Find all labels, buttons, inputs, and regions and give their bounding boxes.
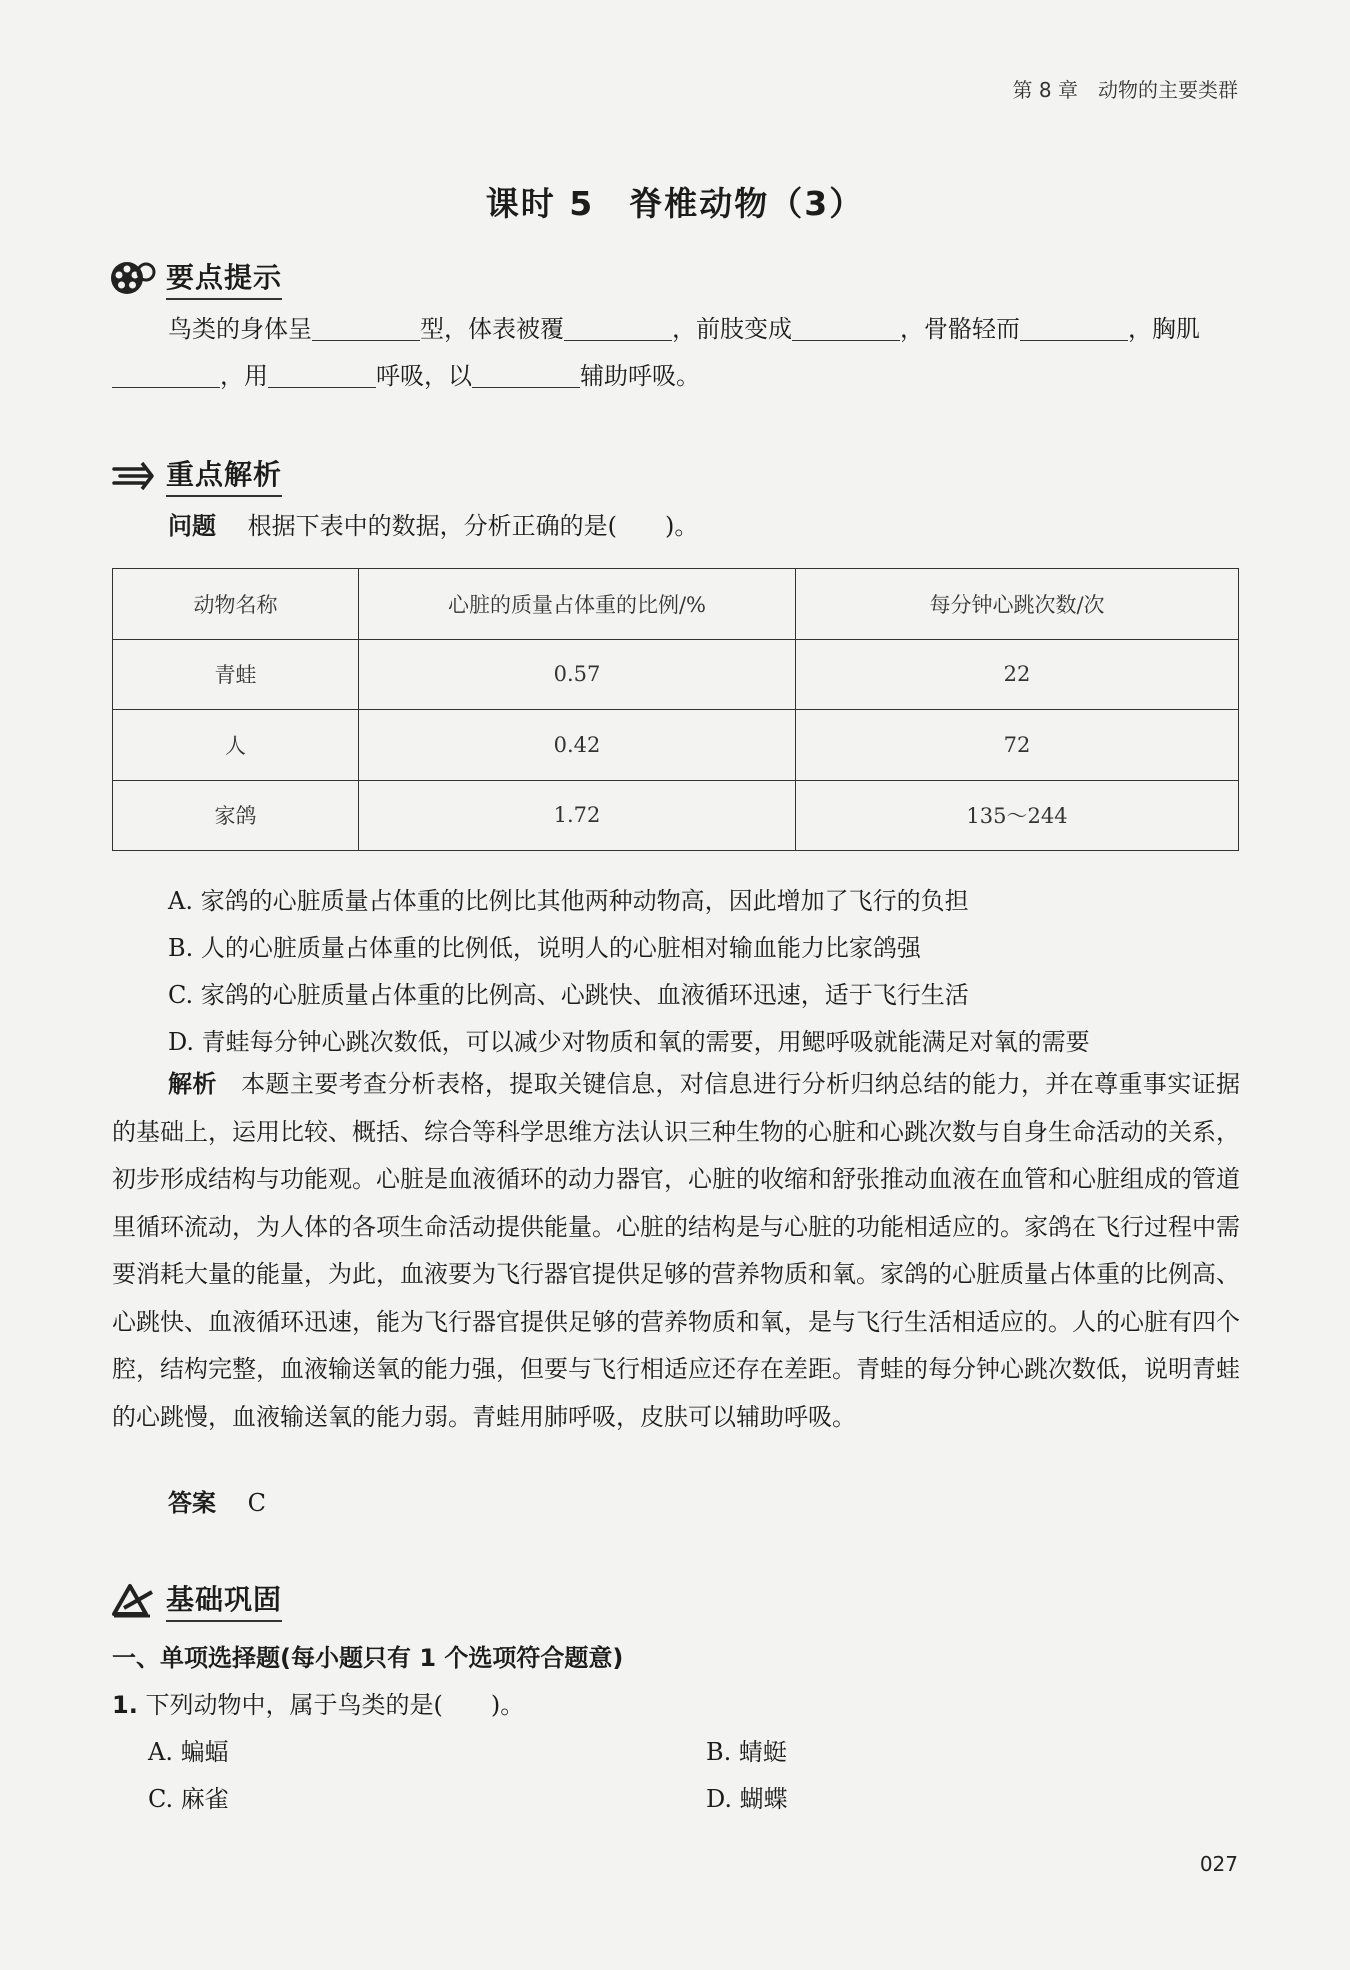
analysis-label: 解析 xyxy=(168,1070,217,1098)
answer-row xyxy=(168,1483,266,1518)
page-number: 027 xyxy=(1199,1852,1238,1876)
table-header: 动物名称 xyxy=(113,569,359,640)
exercise-heading: 一、单项选择题(每小题只有 1 个选项符合题意) xyxy=(112,1644,624,1672)
table-row xyxy=(113,710,1239,781)
choice-c[interactable]: C. 麻雀 xyxy=(148,1785,229,1813)
fill-blank[interactable] xyxy=(472,361,580,388)
section-basic xyxy=(110,1578,282,1622)
fill-blank[interactable] xyxy=(312,314,420,341)
lesson-title: 课时 5 脊椎动物（3） xyxy=(485,184,865,223)
section-label: 要点提示 xyxy=(166,256,282,300)
table-cell: 1.72 xyxy=(359,780,796,851)
section-label: 重点解析 xyxy=(166,453,282,497)
table-header: 每分钟心跳次数/次 xyxy=(796,569,1239,640)
table-cell: 0.42 xyxy=(359,710,796,781)
fill-blank[interactable] xyxy=(564,314,672,341)
table-cell: 0.57 xyxy=(359,639,796,710)
table-cell: 家鸽 xyxy=(113,780,359,851)
triangle-slash-icon xyxy=(110,1580,156,1620)
analysis-block xyxy=(112,1061,1240,1441)
chapter-header: 第 8 章 动物的主要类群 xyxy=(1012,78,1238,102)
question-text: 下列动物中，属于鸟类的是( )。 xyxy=(145,1691,525,1719)
fill-blank[interactable] xyxy=(268,361,376,388)
option-d[interactable]: D. 青蛙每分钟心跳次数低，可以减少对物质和氧的需要，用鳃呼吸就能满足对氧的需要 xyxy=(168,1028,1090,1056)
table-cell: 人 xyxy=(113,710,359,781)
table-header: 心脏的质量占体重的比例/% xyxy=(359,569,796,640)
speed-lines-icon xyxy=(110,455,156,495)
fill-blank[interactable] xyxy=(112,361,220,388)
data-table xyxy=(112,568,1239,851)
section-key-points xyxy=(110,256,282,300)
answer-label: 答案 xyxy=(168,1489,216,1517)
answer-value: C xyxy=(247,1489,267,1517)
fill-blank[interactable] xyxy=(1020,314,1128,341)
question-label: 问题 xyxy=(168,512,216,540)
table-cell: 135～244 xyxy=(796,780,1239,851)
choice-b[interactable]: B. 蜻蜓 xyxy=(706,1738,787,1766)
option-c[interactable]: C. 家鸽的心脏质量占体重的比例高、心跳快、血液循环迅速，适于飞行生活 xyxy=(168,981,969,1009)
key-points-text: 鸟类的身体呈 型，体表被覆 ，前肢变成 ，骨骼轻而 ，胸肌，用 呼吸，以 辅助呼吸。 xyxy=(112,306,1240,400)
question-number: 1. xyxy=(112,1691,138,1719)
exercise-question-1 xyxy=(112,1685,524,1720)
fill-blank[interactable] xyxy=(792,314,900,341)
option-a[interactable]: A. 家鸽的心脏质量占体重的比例比其他两种动物高，因此增加了飞行的负担 xyxy=(168,887,969,915)
table-cell: 22 xyxy=(796,639,1239,710)
question-text: 根据下表中的数据，分析正确的是( )。 xyxy=(247,512,699,540)
table-cell: 72 xyxy=(796,710,1239,781)
section-label: 基础巩固 xyxy=(166,1578,282,1622)
section-analysis-focus xyxy=(110,453,282,497)
choice-d[interactable]: D. 蝴蝶 xyxy=(706,1785,788,1813)
table-row xyxy=(113,780,1239,851)
choice-a[interactable]: A. 蝙蝠 xyxy=(148,1738,229,1766)
option-b[interactable]: B. 人的心脏质量占体重的比例低，说明人的心脏相对输血能力比家鸽强 xyxy=(168,934,921,962)
answer-options xyxy=(168,878,1090,1066)
table-header-row xyxy=(113,569,1239,640)
table-cell: 青蛙 xyxy=(113,639,359,710)
table-row xyxy=(113,639,1239,710)
film-reel-icon xyxy=(110,258,156,298)
question-row xyxy=(168,506,698,541)
analysis-text: 本题主要考查分析表格，提取关键信息，对信息进行分析归纳总结的能力，并在尊重事实证据的基础上，运用比较、概括、综合等科学思维方法认识三种生物的心脏和心跳次数与自身生命活动的关系，初步形成结构与功能观。心脏是血液循环的动力器官，心脏的收缩和舒张推动血液在血管和心脏组成的管道里循环流动，为人体的各项生命活动提供能量。心脏的结构是与心脏的功能相适应的。家鸽在飞行过程中需要消耗大量的能量，为此，血液要为飞行器官提供足够的营养物质和氧。家鸽的心脏质量占体重的比例高、心跳快、血液循环迅速，能为飞行器官提供足够的营养物质和氧，是与飞行生活相适应的。人的心脏有四个腔，结构完整，血液输送氧的能力强，但要与飞行相适应还存在差距。青蛙的每分钟心跳次数低，说明青蛙的心跳慢，血液输送氧的能力弱。青蛙用肺呼吸，皮肤可以辅助呼吸。 xyxy=(112,1070,1241,1431)
